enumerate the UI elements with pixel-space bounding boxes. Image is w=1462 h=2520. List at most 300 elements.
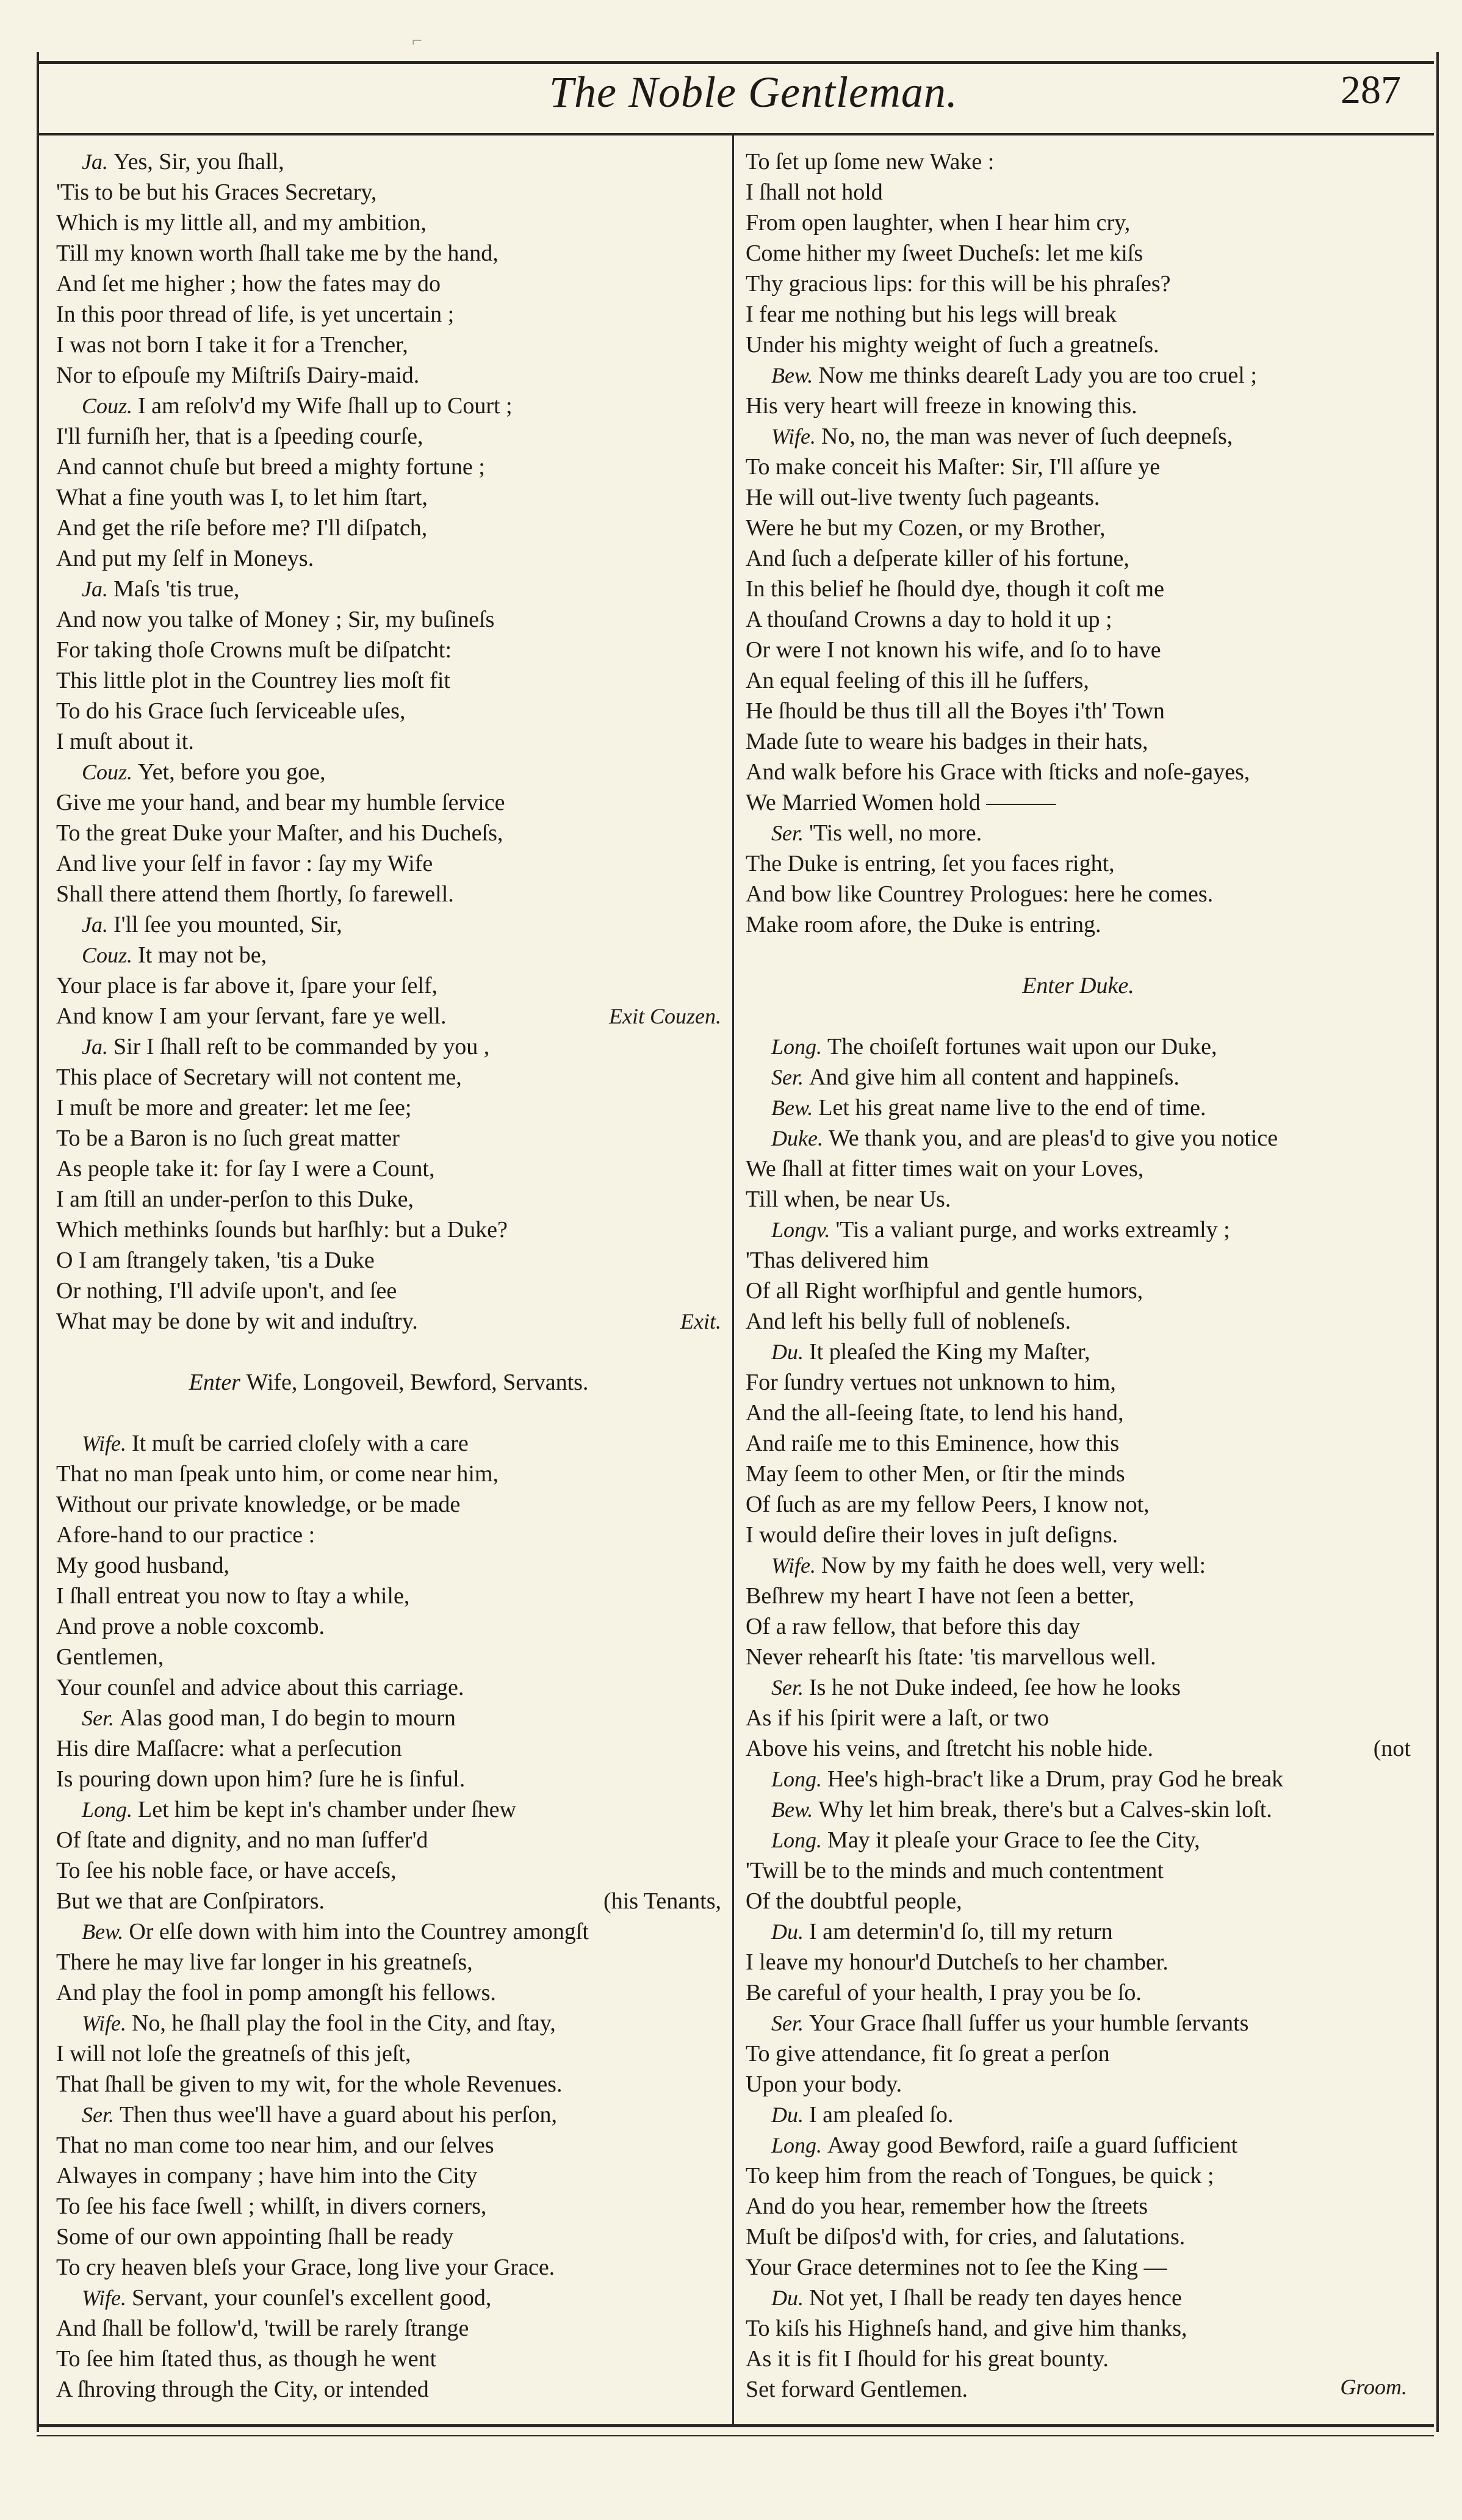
page-number: 287 — [1341, 68, 1401, 112]
verse-line — [746, 1184, 1411, 1215]
line-text: Maſs 'tis true, — [113, 576, 240, 602]
running-title: The Noble Gentleman. — [549, 68, 958, 117]
verse-line — [56, 2374, 721, 2405]
line-text: 'Tis well, no more. — [809, 820, 982, 846]
line-text: My good husband, — [56, 1553, 229, 1578]
verse-line — [746, 2222, 1411, 2252]
line-text: Let his great name live to the end of time. — [818, 1095, 1206, 1121]
verse-line — [56, 940, 721, 970]
verse-line — [746, 1459, 1411, 1489]
line-text: And play the fool in pomp amongſt his fellows. — [56, 1980, 496, 2006]
speaker-name: Du. — [771, 1340, 809, 1364]
verse-line — [56, 452, 721, 482]
line-text: It pleaſed the King my Maſter, — [809, 1339, 1090, 1365]
line-text: Give me your hand, and bear my humble ſervice — [56, 790, 505, 815]
line-text: To kiſs his Highneſs hand, and give him thanks, — [746, 2316, 1187, 2341]
verse-line — [56, 1855, 721, 1886]
verse-line — [746, 1764, 1411, 1794]
line-text: And put my ſelf in Moneys. — [56, 546, 314, 571]
line-text: And now you talke of Money ; Sir, my buſineſs — [56, 607, 495, 632]
line-text: To give attendance, fit ſo great a perſon — [746, 2041, 1110, 2067]
verse-line — [746, 177, 1411, 208]
verse-line — [746, 1733, 1411, 1764]
verse-line — [746, 1153, 1411, 1184]
line-text: Then thus wee'll have a guard about his perſon, — [120, 2102, 558, 2128]
verse-line — [746, 1794, 1411, 1825]
line-text: Till when, be near Us. — [746, 1186, 951, 1212]
line-text: Or elſe down with him into the Countrey amongſt — [129, 1919, 589, 1944]
line-text: 'Tis to be but his Graces Secretary, — [56, 179, 377, 205]
line-text: Which is my little all, and my ambition, — [56, 210, 427, 236]
line-text: Why let him break, there's but a Calves-skin loſt. — [818, 1797, 1272, 1822]
verse-line — [56, 2099, 721, 2130]
verse-line — [56, 1306, 721, 1337]
line-text: And live your ſelf in favor : ſay my Wife — [56, 851, 433, 876]
verse-line — [56, 787, 721, 818]
verse-line — [746, 2099, 1411, 2130]
line-text: A thouſand Crowns a day to hold it up ; — [746, 607, 1112, 632]
verse-line — [56, 299, 721, 330]
line-text: I would deſire their loves in juſt deſigns. — [746, 1522, 1118, 1548]
line-text: Hee's high-brac't like a Drum, pray God he break — [827, 1766, 1284, 1792]
verse-line — [56, 1886, 721, 1916]
line-text: Beſhrew my heart I have not ſeen a better, — [746, 1583, 1134, 1609]
speaker-name: Wife. — [771, 424, 821, 449]
verse-line — [56, 1428, 721, 1459]
line-text: To make conceit his Maſter: Sir, I'll aſſure ye — [746, 454, 1161, 480]
speaker-name: Ja. — [82, 1034, 113, 1059]
line-text: We ſhall at fitter times wait on your Loves, — [746, 1156, 1144, 1182]
verse-line — [746, 482, 1411, 513]
line-text: Your counſel and advice about this carriage. — [56, 1675, 464, 1700]
speaker-name: Long. — [771, 1034, 828, 1059]
verse-line — [56, 391, 721, 421]
line-text: Of all Right worſhipful and gentle humors, — [746, 1278, 1143, 1304]
verse-line — [746, 146, 1411, 177]
verse-line — [56, 1977, 721, 2008]
verse-line — [56, 970, 721, 1001]
verse-line — [746, 1062, 1411, 1092]
speaker-name: Du. — [771, 2103, 809, 2127]
line-text: 'Tis a valiant purge, and works extreamly ; — [835, 1217, 1230, 1243]
verse-line — [746, 391, 1411, 421]
line-text: And left his belly full of nobleneſs. — [746, 1309, 1071, 1334]
line-text: I will not loſe the greatneſs of this jeſt, — [56, 2041, 411, 2067]
verse-line — [746, 604, 1411, 635]
verse-line — [746, 1398, 1411, 1428]
line-text: That no man ſpeak unto him, or come near him, — [56, 1461, 499, 1487]
speaker-name: Ser. — [771, 821, 809, 845]
line-text: I am pleaſed ſo. — [809, 2102, 954, 2128]
verse-line — [746, 757, 1411, 787]
speaker-name: Wife. — [82, 2011, 132, 2035]
line-text: Now by my faith he does well, very well: — [821, 1553, 1206, 1578]
stage-direction-lead: Enter — [189, 1370, 247, 1395]
line-text: To be a Baron is no ſuch great matter — [56, 1125, 400, 1151]
speaker-name: Long. — [771, 1828, 828, 1852]
verse-line — [56, 1001, 721, 1031]
verse-line — [56, 1611, 721, 1642]
verse-line — [56, 146, 721, 177]
verse-line — [56, 330, 721, 360]
line-text: Of ſuch as are my fellow Peers, I know not, — [746, 1492, 1150, 1517]
line-text: He will out-live twenty ſuch pageants. — [746, 485, 1100, 510]
line-text: I am reſolv'd my Wife ſhall up to Court ; — [138, 393, 513, 419]
line-text: Your Grace ſhall ſuffer us your humble ſervants — [809, 2010, 1249, 2036]
verse-line — [746, 1947, 1411, 1977]
verse-line — [746, 635, 1411, 665]
verse-line — [746, 1703, 1411, 1733]
verse-line — [746, 2374, 1411, 2405]
line-text: In this belief he ſhould dye, though it coſt me — [746, 576, 1164, 602]
line-text: The Duke is entring, ſet you faces right, — [746, 851, 1115, 876]
verse-line — [746, 269, 1411, 299]
verse-line — [56, 238, 721, 269]
verse-line — [56, 1123, 721, 1153]
spacer — [56, 1398, 721, 1428]
line-text: But we that are Conſpirators. — [56, 1888, 325, 1914]
line-text: And ſuch a deſperate killer of his fortune, — [746, 546, 1129, 571]
verse-line — [56, 1459, 721, 1489]
verse-line — [746, 360, 1411, 391]
stage-direction-text: Wife, Longoveil, Bewford, Servants. — [246, 1370, 589, 1395]
verse-line — [56, 177, 721, 208]
line-text: Be careful of your health, I pray you be ſo. — [746, 1980, 1142, 2006]
verse-line — [56, 2130, 721, 2161]
verse-line — [56, 2283, 721, 2313]
verse-line — [56, 2191, 721, 2222]
verse-line — [56, 269, 721, 299]
verse-line — [746, 299, 1411, 330]
verse-line — [746, 696, 1411, 726]
line-text: And cannot chuſe but breed a mighty fortune ; — [56, 454, 485, 480]
line-text: What a fine youth was I, to let him ſtart, — [56, 485, 428, 510]
header-rule — [37, 133, 1434, 135]
line-text: Shall there attend them ſhortly, ſo farewell. — [56, 881, 454, 907]
verse-line — [746, 879, 1411, 909]
line-text: Is he not Duke indeed, ſee how he looks — [809, 1675, 1181, 1700]
line-text: Or nothing, I'll adviſe upon't, and ſee — [56, 1278, 397, 1304]
line-text: As it is fit I ſhould for his great bounty. — [746, 2346, 1109, 2372]
exit-direction: Exit. — [680, 1309, 721, 1334]
line-text: This little plot in the Countrey lies moſt fit — [56, 668, 450, 693]
line-text: Make room afore, the Duke is entring. — [746, 912, 1101, 937]
line-text: Away good Bewford, raiſe a guard ſufficient — [827, 2132, 1238, 2158]
verse-line — [56, 1916, 721, 1947]
speaker-name: Couz. — [82, 760, 139, 784]
top-rule — [37, 61, 1434, 64]
line-text: Sir I ſhall reſt to be commanded by you , — [113, 1034, 490, 1060]
verse-line — [56, 2161, 721, 2191]
line-text: Above his veins, and ſtretcht his noble hide. — [746, 1736, 1154, 1761]
line-text: And give him all content and happineſs. — [809, 1064, 1179, 1090]
verse-line — [56, 513, 721, 543]
line-text: There he may live far longer in his greatneſs, — [56, 1949, 473, 1975]
line-text: Of ſtate and dignity, and no man ſuffer'd — [56, 1827, 428, 1853]
verse-line — [746, 2283, 1411, 2313]
line-text: 'Twill be to the minds and much contentment — [746, 1858, 1164, 1883]
speaker-name: Ser. — [771, 2011, 809, 2035]
verse-line — [56, 1489, 721, 1520]
line-text: Alwayes in company ; have him into the City — [56, 2163, 478, 2189]
line-text: What may be done by wit and induſtry. — [56, 1309, 418, 1334]
line-text: Servant, your counſel's excellent good, — [131, 2285, 492, 2311]
verse-line — [746, 1977, 1411, 2008]
verse-line — [56, 1520, 721, 1550]
verse-line — [746, 818, 1411, 848]
speaker-name: Ser. — [82, 2103, 120, 2127]
line-text: To keep him from the reach of Tongues, be quick ; — [746, 2163, 1214, 2189]
speaker-name: Du. — [771, 1919, 809, 1944]
line-text: I'll furniſh her, that is a ſpeeding courſe, — [56, 424, 423, 449]
line-text: To ſet up ſome new Wake : — [746, 149, 995, 175]
corner-mark: ⌐ — [412, 31, 422, 51]
line-text: For ſundry vertues not unknown to him, — [746, 1370, 1116, 1395]
verse-line — [746, 330, 1411, 360]
verse-line — [56, 2313, 721, 2344]
speaker-name: Duke. — [771, 1126, 829, 1150]
speaker-name: Long. — [771, 1767, 828, 1791]
line-text: That no man come too near him, and our ſelves — [56, 2132, 494, 2158]
verse-line — [56, 848, 721, 879]
verse-line — [746, 421, 1411, 452]
verse-line — [746, 2252, 1411, 2283]
speaker-name: Longv. — [771, 1218, 836, 1242]
verse-line — [746, 1581, 1411, 1611]
line-text: Now me thinks deareſt Lady you are too cruel ; — [818, 363, 1257, 388]
line-text: Yes, Sir, you ſhall, — [113, 149, 284, 175]
verse-line — [56, 543, 721, 574]
line-text: That ſhall be given to my wit, for the whole Revenues. — [56, 2071, 563, 2097]
speaker-name: Ser. — [82, 1706, 120, 1730]
speaker-name: Bew. — [771, 1096, 819, 1120]
verse-line — [56, 1550, 721, 1581]
line-text: The choiſeſt fortunes wait upon our Duke, — [827, 1034, 1217, 1060]
verse-line — [746, 1276, 1411, 1306]
line-text: Alas good man, I do begin to mourn — [120, 1705, 456, 1731]
verse-line — [56, 665, 721, 696]
verse-line — [746, 1886, 1411, 1916]
verse-line — [746, 2008, 1411, 2038]
verse-line — [746, 1855, 1411, 1886]
line-text: To ſee him ſtated thus, as though he went — [56, 2346, 437, 2372]
line-text: His dire Maſſacre: what a perſecution — [56, 1736, 402, 1761]
verse-line — [56, 1947, 721, 1977]
line-text: Is pouring down upon him? ſure he is ſinful. — [56, 1766, 466, 1792]
speaker-name: Ja. — [82, 577, 113, 601]
line-text: And walk before his Grace with ſticks and noſe-gayes, — [746, 759, 1250, 785]
verse-line — [56, 1672, 721, 1703]
verse-line — [56, 360, 721, 391]
speaker-name: Long. — [82, 1797, 139, 1822]
verse-line — [56, 1062, 721, 1092]
line-text: And know I am your ſervant, fare ye well. — [56, 1003, 447, 1029]
spacer — [56, 1337, 721, 1367]
line-text: Upon your body. — [746, 2071, 902, 2097]
stage-direction — [746, 970, 1411, 1001]
verse-line — [56, 1215, 721, 1245]
line-text: To the great Duke your Maſter, and his Ducheſs, — [56, 820, 503, 846]
line-text: I ſhall entreat you now to ſtay a while, — [56, 1583, 410, 1609]
verse-line — [56, 1825, 721, 1855]
line-text: I was not born I take it for a Trencher, — [56, 332, 408, 358]
verse-line — [746, 1092, 1411, 1123]
verse-line — [56, 1733, 721, 1764]
verse-line — [56, 1031, 721, 1062]
spacer — [746, 940, 1411, 970]
line-text: And get the riſe before me? I'll diſpatch, — [56, 515, 428, 541]
line-text: And ſet me higher ; how the fates may do — [56, 271, 441, 297]
speaker-name: Ser. — [771, 1065, 809, 1089]
verse-line — [746, 1672, 1411, 1703]
line-text: It muſt be carried cloſely with a care — [131, 1431, 469, 1456]
stage-direction — [56, 1367, 721, 1398]
line-text: Some of our own appointing ſhall be ready — [56, 2224, 454, 2250]
line-text: I am determin'd ſo, till my return — [809, 1919, 1113, 1944]
verse-line — [56, 635, 721, 665]
verse-line — [746, 1337, 1411, 1367]
speaker-name: Wife. — [82, 2286, 132, 2310]
line-text: 'Thas delivered him — [746, 1247, 929, 1273]
speaker-name: Du. — [771, 2286, 809, 2310]
line-text: Were he but my Cozen, or my Brother, — [746, 515, 1106, 541]
verse-line — [56, 2222, 721, 2252]
running-header — [49, 67, 1419, 131]
line-text: Or were I not known his wife, and ſo to have — [746, 637, 1161, 663]
line-text: And prove a noble coxcomb. — [56, 1614, 325, 1639]
line-text: Made ſute to weare his badges in their hats, — [746, 729, 1148, 754]
line-text: May it pleaſe your Grace to ſee the City, — [827, 1827, 1200, 1853]
verse-line — [56, 2252, 721, 2283]
speaker-name: Ja. — [82, 912, 113, 937]
verse-line — [56, 1184, 721, 1215]
line-text: Muſt be diſpos'd with, for cries, and ſalutations. — [746, 2224, 1186, 2250]
speaker-name: Ser. — [771, 1675, 809, 1700]
verse-line — [746, 1245, 1411, 1276]
line-text: I muſt about it. — [56, 729, 194, 754]
verse-line — [746, 1123, 1411, 1153]
line-text: May ſeem to other Men, or ſtir the minds — [746, 1461, 1125, 1487]
right-column — [746, 146, 1411, 2405]
line-text: To do his Grace ſuch ſerviceable uſes, — [56, 698, 406, 724]
line-text: To ſee his noble face, or have acceſs, — [56, 1858, 397, 1883]
line-text: To cry heaven bleſs your Grace, long live your Grace. — [56, 2255, 555, 2280]
verse-line — [56, 1276, 721, 1306]
line-text: He ſhould be thus till all the Boyes i'th' Town — [746, 698, 1165, 724]
verse-line — [746, 2130, 1411, 2161]
column-divider — [732, 135, 734, 2424]
line-text: His very heart will freeze in knowing this. — [746, 393, 1137, 419]
line-text: We Married Women hold ——— — [746, 790, 1056, 815]
line-text: Afore-hand to our practice : — [56, 1522, 315, 1548]
bottom-rule — [37, 2424, 1434, 2427]
verse-line — [746, 1031, 1411, 1062]
line-text: And bow like Countrey Prologues: here he comes. — [746, 881, 1214, 907]
line-text: This place of Secretary will not content me, — [56, 1064, 462, 1090]
turnover-fragment: (not — [1373, 1736, 1411, 1761]
turnover-fragment: (his Tenants, — [603, 1888, 721, 1914]
verse-line — [746, 1367, 1411, 1398]
verse-line — [56, 1245, 721, 1276]
verse-line — [56, 2344, 721, 2374]
verse-line — [746, 1215, 1411, 1245]
verse-line — [56, 482, 721, 513]
line-text: No, he ſhall play the fool in the City, and ſtay, — [131, 2010, 556, 2036]
speaker-name: Couz. — [82, 394, 139, 418]
verse-line — [746, 1825, 1411, 1855]
line-text: Your place is far above it, ſpare your ſelf, — [56, 973, 438, 998]
verse-line — [746, 2038, 1411, 2069]
line-text: And raiſe me to this Eminence, how this — [746, 1431, 1120, 1456]
line-text: We thank you, and are pleas'd to give you notice — [828, 1125, 1278, 1151]
line-text: Set forward Gentlemen. — [746, 2377, 968, 2402]
line-text: And do you hear, remember how the ſtreets — [746, 2193, 1148, 2219]
verse-line — [746, 543, 1411, 574]
verse-line — [746, 2069, 1411, 2099]
line-text: I fear me nothing but his legs will break — [746, 301, 1117, 327]
verse-line — [56, 1764, 721, 1794]
verse-line — [746, 726, 1411, 757]
speaker-name: Bew. — [771, 1797, 819, 1822]
verse-line — [56, 604, 721, 635]
verse-line — [746, 665, 1411, 696]
line-text: And the all-ſeeing ſtate, to lend his hand, — [746, 1400, 1124, 1426]
line-text: O I am ſtrangely taken, 'tis a Duke — [56, 1247, 375, 1273]
line-text: An equal feeling of this ill he ſuffers, — [746, 668, 1089, 693]
verse-line — [746, 1306, 1411, 1337]
verse-line — [746, 2161, 1411, 2191]
verse-line — [56, 1703, 721, 1733]
stage-direction-text: Enter Duke. — [1022, 973, 1134, 998]
verse-line — [56, 1642, 721, 1672]
exit-direction: Exit Couzen. — [609, 1004, 721, 1028]
verse-line — [746, 208, 1411, 238]
speaker-name: Bew. — [771, 363, 819, 388]
line-text: No, no, the man was never of ſuch deepneſs, — [821, 424, 1233, 449]
line-text: I'll ſee you mounted, Sir, — [113, 912, 342, 937]
line-text: A ſhroving through the City, or intended — [56, 2377, 429, 2402]
verse-line — [746, 1489, 1411, 1520]
line-text: Of a raw fellow, that before this day — [746, 1614, 1081, 1639]
verse-line — [56, 2069, 721, 2099]
speaker-name: Couz. — [82, 943, 139, 967]
line-text: Yet, before you goe, — [138, 759, 326, 785]
verse-line — [746, 848, 1411, 879]
speaker-name: Ja. — [82, 150, 113, 174]
verse-line — [56, 2008, 721, 2038]
line-text: Not yet, I ſhall be ready ten dayes hence — [809, 2285, 1182, 2311]
line-text: From open laughter, when I hear him cry, — [746, 210, 1131, 236]
line-text: And ſhall be follow'd, 'twill be rarely ſtrange — [56, 2316, 469, 2341]
verse-line — [56, 1092, 721, 1123]
verse-line — [746, 909, 1411, 940]
verse-line — [746, 2344, 1411, 2374]
spacer — [746, 1001, 1411, 1031]
line-text: I leave my honour'd Dutcheſs to her chamber. — [746, 1949, 1169, 1975]
verse-line — [56, 696, 721, 726]
line-text: Never rehearſt his ſtate: 'tis marvellous well. — [746, 1644, 1156, 1670]
verse-line — [56, 1794, 721, 1825]
line-text: Which methinks ſounds but harſhly: but a Duke? — [56, 1217, 508, 1243]
verse-line — [746, 1642, 1411, 1672]
line-text: Let him be kept in's chamber under ſhew — [138, 1797, 516, 1822]
left-column — [56, 146, 721, 2405]
verse-line — [746, 1428, 1411, 1459]
line-text: Of the doubtful people, — [746, 1888, 962, 1914]
line-text: Under his mighty weight of ſuch a greatneſs. — [746, 332, 1159, 358]
verse-line — [56, 208, 721, 238]
verse-line — [746, 238, 1411, 269]
